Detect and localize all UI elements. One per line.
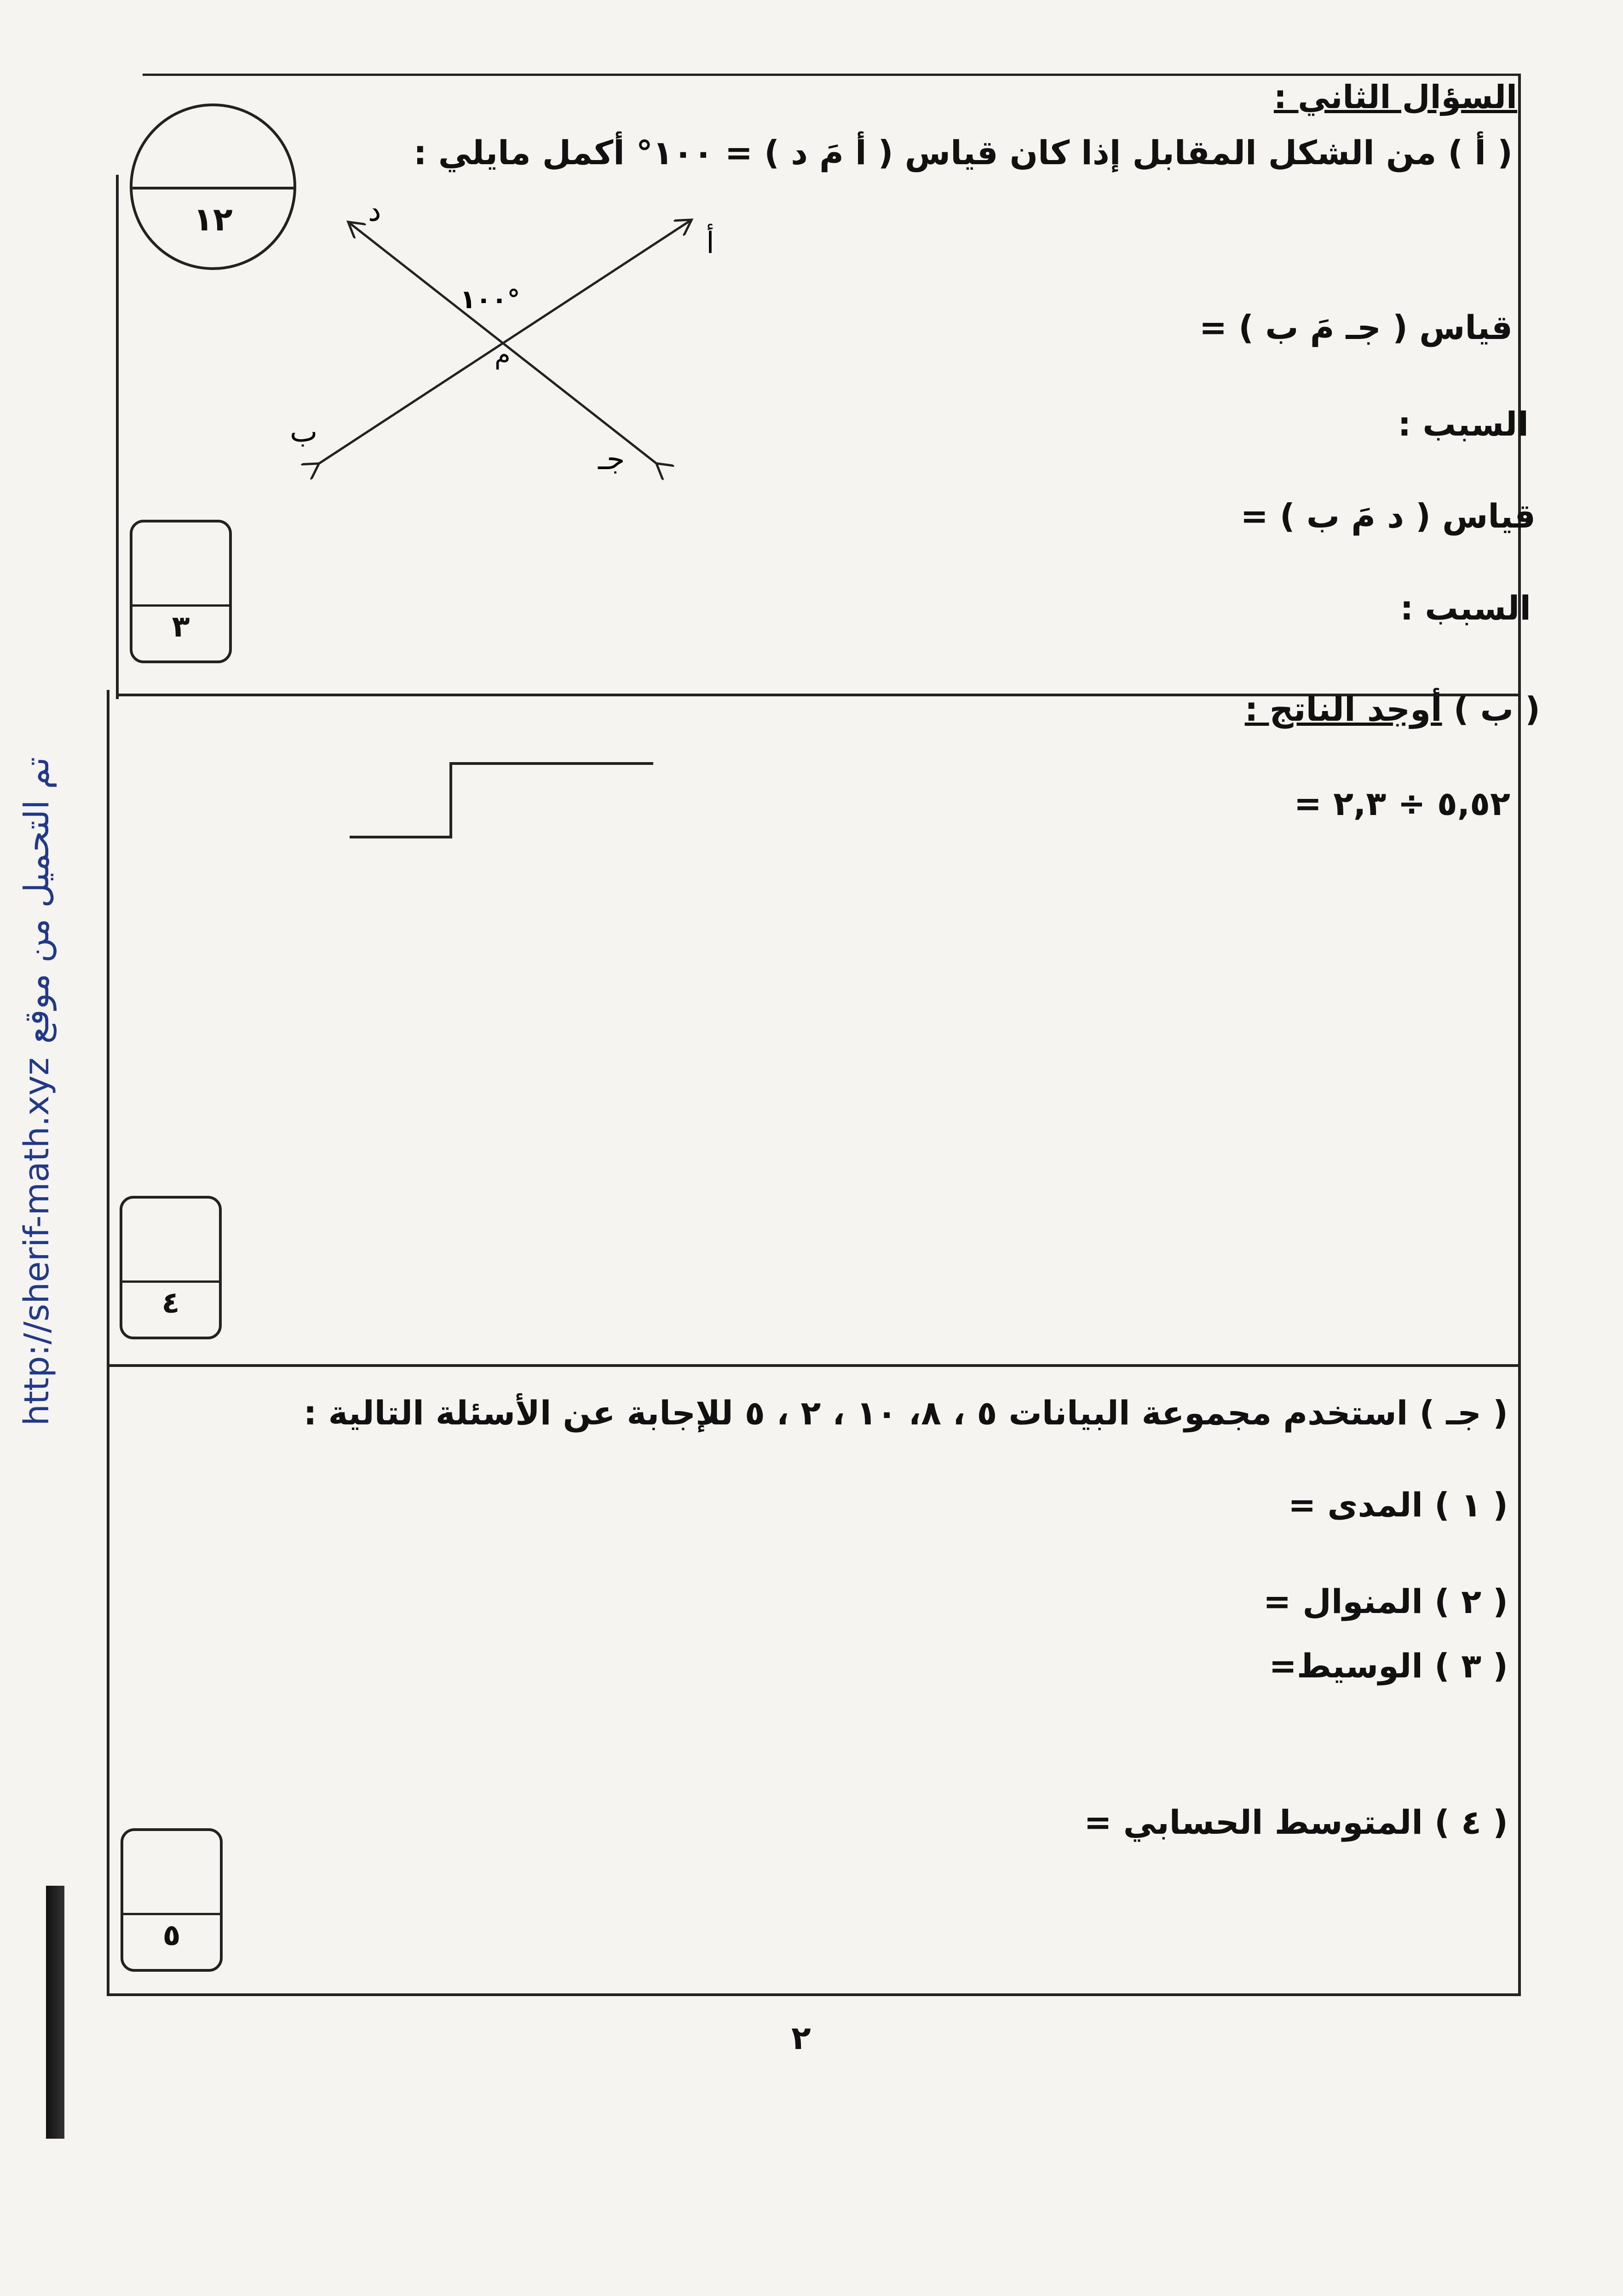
section-title: السؤال الثاني : bbox=[1273, 78, 1517, 116]
part-a-label: ( أ ) bbox=[1448, 133, 1513, 172]
label-j: جـ bbox=[598, 442, 625, 476]
part-b-score-box bbox=[120, 1196, 222, 1339]
part-c-q2: ( ٢ ) المنوال = bbox=[1263, 1582, 1508, 1621]
part-a-text: من الشكل المقابل إذا كان قياس ( أ مَ د ) = ١٠٠° أكمل مايلي : bbox=[413, 133, 1437, 172]
part-c-q1: ( ١ ) المدى = bbox=[1288, 1486, 1508, 1524]
part-a-line-1: قياس ( جـ مَ ب ) = bbox=[1199, 308, 1513, 347]
frame-top-border bbox=[143, 74, 1518, 76]
frame-left-border-lower bbox=[107, 690, 109, 1996]
part-c-score: ٥ bbox=[162, 1918, 181, 1952]
part-c-q3: ( ٣ ) الوسيط= bbox=[1269, 1647, 1508, 1685]
download-watermark bbox=[9, 757, 64, 1426]
total-score-circle bbox=[130, 103, 296, 270]
angle-label: ١٠٠° bbox=[460, 285, 520, 315]
label-d: د bbox=[368, 194, 381, 228]
watermark-url: http://sherif-math.xyz bbox=[17, 1057, 57, 1426]
part-a-prompt bbox=[414, 133, 1513, 172]
part-b-score: ٤ bbox=[161, 1286, 180, 1320]
watermark-text: تم التحميل من موقع bbox=[17, 757, 57, 1044]
total-score-divider bbox=[132, 187, 294, 189]
part-b-label: ( ب ) bbox=[1453, 690, 1540, 729]
intersecting-lines-figure bbox=[276, 193, 782, 506]
frame-bottom-border bbox=[107, 1993, 1521, 1996]
part-c-prompt: ( جـ ) استخدم مجموعة البيانات ٥ ، ٨، ١٠ ، ٢ ، ٥ للإجابة عن الأسئلة التالية : bbox=[303, 1394, 1508, 1432]
page-number: ٢ bbox=[791, 2019, 811, 2057]
part-a-reason-1: السبب : bbox=[1398, 405, 1529, 443]
long-division-bracket bbox=[350, 754, 662, 846]
frame-left-border-upper bbox=[116, 175, 119, 699]
label-m: م bbox=[495, 340, 511, 370]
part-b-text: أوجد الناتج : bbox=[1244, 690, 1442, 729]
part-a-score: ٣ bbox=[172, 610, 190, 644]
frame-right-border bbox=[1518, 74, 1521, 1996]
divider-b-c bbox=[107, 1364, 1521, 1367]
part-b-expression: ٥,٥٢ ÷ ٢,٣ = bbox=[1294, 784, 1510, 823]
label-b: ب bbox=[290, 415, 318, 449]
part-c-score-box bbox=[121, 1828, 223, 1972]
total-score-value: ١٢ bbox=[193, 201, 233, 238]
part-c-q4: ( ٤ ) المتوسط الحسابي = bbox=[1084, 1803, 1508, 1842]
label-a: أ bbox=[706, 226, 714, 260]
part-b-prompt bbox=[1245, 690, 1540, 729]
scan-shadow-edge bbox=[46, 1886, 64, 2139]
part-a-line-2: قياس ( د مَ ب ) = bbox=[1240, 497, 1536, 535]
part-a-reason-2: السبب : bbox=[1400, 589, 1531, 627]
part-a-score-box bbox=[130, 520, 232, 663]
